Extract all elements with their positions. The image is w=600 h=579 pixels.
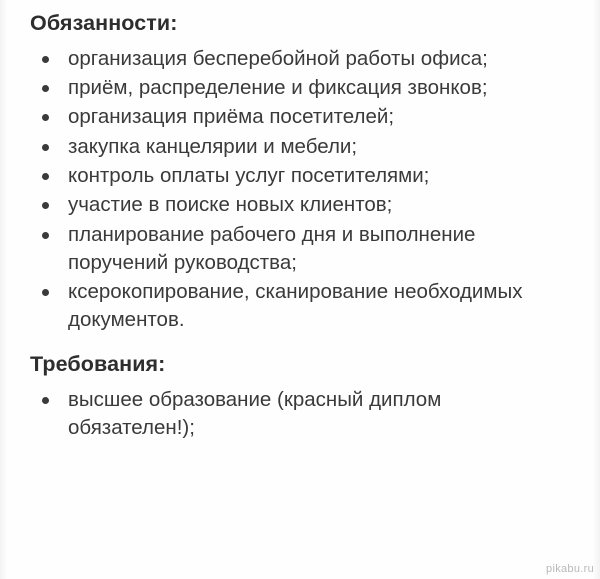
section-heading-requirements: Требования: (30, 351, 166, 376)
bullet-icon (42, 85, 49, 92)
list-item (30, 45, 570, 73)
page-right-edge-shade (592, 0, 600, 579)
list-item (30, 133, 570, 161)
list-item-text: закупка канцелярии и мебели; (68, 134, 358, 158)
list-item-text: участие в поиске новых клиентов; (68, 193, 393, 217)
list-item-text: приём, распределение и фиксация звонков; (68, 76, 488, 100)
bullet-icon (42, 232, 49, 239)
bullet-icon (42, 202, 49, 209)
list-item-text: организация приёма посетителей; (68, 105, 395, 129)
list-item-text: ксерокопирование, сканирование необходимых документов. (68, 280, 523, 332)
list-item (30, 191, 570, 219)
list-item (30, 386, 570, 443)
list-item-text: планирование рабочего дня и выполнение поручений руководства; (68, 222, 476, 274)
list-item (30, 278, 570, 335)
list-item-text: контроль оплаты услуг посетителями; (68, 164, 430, 187)
bullet-icon (42, 173, 49, 180)
requirements-list (30, 386, 570, 443)
list-item-text: организация бесперебойной работы офиса; (68, 46, 488, 70)
bullet-icon (42, 289, 49, 296)
bullet-icon (42, 56, 49, 63)
bullet-icon (42, 144, 49, 151)
page-left-edge-shade (0, 0, 8, 579)
watermark: pikabu.ru (546, 563, 594, 575)
list-item (30, 103, 570, 131)
responsibilities-list (30, 45, 570, 335)
list-item (30, 221, 570, 278)
list-item (30, 74, 570, 102)
bullet-icon (42, 397, 49, 404)
section-heading-responsibilities: Обязанности: (30, 11, 178, 35)
bullet-icon (42, 114, 49, 121)
list-item (30, 162, 570, 190)
list-item-text: высшее образование (красный диплом обязателен!); (68, 387, 442, 439)
